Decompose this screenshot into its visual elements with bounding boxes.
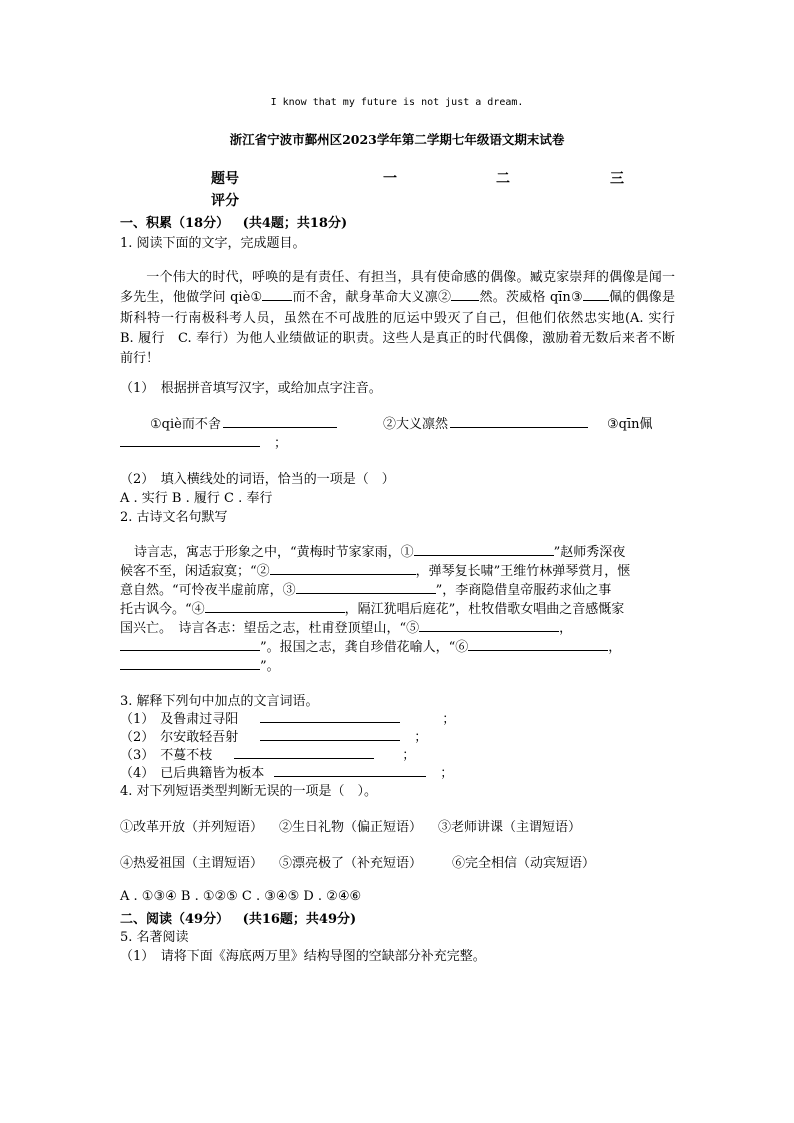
section-1-heading: 一、积累（18分） (共4题；共18分) bbox=[120, 216, 348, 231]
poem-blank-6a[interactable] bbox=[468, 638, 608, 651]
question-1-sub-1-stem: （1） 根据拼音填写汉字，或给加点字注音。 bbox=[120, 381, 382, 396]
answer-line-3-2[interactable] bbox=[260, 728, 400, 741]
answer-line-3-3[interactable] bbox=[234, 746, 374, 759]
answer-line-3-4[interactable] bbox=[274, 764, 426, 777]
question-2-line-5: 国兴亡。 诗言各志：望岳之志，杜甫登顶望山，“⑤ ， bbox=[120, 621, 573, 636]
question-4-stem: 4. 对下列短语类型判断无误的一项是（ ）。 bbox=[120, 784, 378, 799]
poem-blank-6b[interactable] bbox=[120, 657, 260, 670]
question-5-sub-1: （1） 请将下面《海底两万里》结构导图的空缺部分补充完整。 bbox=[120, 949, 486, 964]
answer-line-3-1[interactable] bbox=[260, 710, 400, 723]
blank-3[interactable] bbox=[583, 288, 609, 301]
poem-blank-2[interactable] bbox=[270, 562, 416, 575]
question-2-line-2: 候客不至，闲适寂寞；“② ，弹琴复长啸”王维竹林弹琴赏月，惬 bbox=[120, 564, 631, 579]
blank-2[interactable] bbox=[451, 288, 479, 301]
question-5-stem: 5. 名著阅读 bbox=[120, 930, 189, 945]
score-table-col-2: 二 bbox=[496, 171, 510, 187]
question-4-row-2: ④热爱祖国（主谓短语） ⑤漂亮极了（补充短语） ⑥完全相信（动宾短语） bbox=[120, 856, 596, 871]
question-1-sub-2-options: A . 实行 B . 履行 C . 奉行 bbox=[120, 491, 273, 506]
question-3-item-1: （1） 及鲁肃过寻阳 ； bbox=[120, 712, 456, 727]
question-2-line-4: 托古讽今。“④ ，隔江犹唱后庭花”，杜牧借歌女唱曲之音感慨家 bbox=[120, 602, 625, 617]
blank-1[interactable] bbox=[262, 288, 292, 301]
question-3-item-2: （2） 尔安敢轻吾射 ； bbox=[120, 730, 428, 745]
question-3-item-3: （3） 不蔓不枝 ； bbox=[120, 748, 416, 763]
question-4-row-1: ①改革开放（并列短语） ②生日礼物（偏正短语） ③老师讲课（主谓短语） bbox=[120, 820, 582, 835]
question-1-passage: 一个伟大的时代，呼唤的是有责任、有担当，具有使命感的偶像。臧克家崇拜的偶像是闻一多先生，他做学问 qiè① 而不舍，献身革命大义凛② 然。茨威格 qīn③ 佩的偶像是斯科特一行南极科考人员，虽然在不可战胜的厄运中毁灭了自己，但他们依然忠实地(A. 实行 B. 履行 C. 奉行）为他人业绩做证的职责。这些人是真正的时代偶像，激励着无数后来者不断前行！ bbox=[120, 270, 689, 367]
question-2-stem: 2. 古诗文名句默写 bbox=[120, 510, 228, 525]
score-table-row-label: 题号 bbox=[211, 171, 239, 187]
question-1-sub-1-item-b: ②大义凛然 bbox=[383, 413, 588, 432]
question-1-sub-1-item-a: ①qiè而不舍 bbox=[150, 413, 337, 432]
poem-blank-1[interactable] bbox=[414, 543, 554, 556]
question-3-stem: 3. 解释下列句中加点的文言词语。 bbox=[120, 694, 319, 709]
page-title: 浙江省宁波市鄞州区2023学年第二学期七年级语文期末试卷 bbox=[229, 132, 565, 147]
page-motto: I know that my future is not just a dream. bbox=[270, 97, 524, 108]
answer-line-1b[interactable] bbox=[450, 415, 588, 428]
section-2-heading: 二、阅读（49分） (共16题；共49分) bbox=[120, 912, 357, 927]
question-2-line-3: 意自然。“可怜夜半虚前席，③ ”，李商隐借皇帝服药求仙之事 bbox=[120, 583, 612, 598]
question-1-sub-1-line-c: ； bbox=[120, 432, 287, 451]
question-1-sub-1-item-c: ③qīn佩 bbox=[607, 417, 653, 432]
question-4-options: A . ①③④ B . ①②⑤ C . ③④⑤ D . ②④⑥ bbox=[120, 889, 362, 904]
poem-blank-5b[interactable] bbox=[120, 638, 260, 651]
poem-blank-3[interactable] bbox=[296, 581, 436, 594]
score-table-col-3: 三 bbox=[610, 171, 624, 187]
question-2-line-6: ”。报国之志，龚自珍借花喻人，“⑥ ， bbox=[120, 636, 621, 655]
question-1-stem: 1. 阅读下面的文字，完成题目。 bbox=[120, 236, 306, 251]
question-1-sub-2-stem: （2） 填入横线处的词语，恰当的一项是（ ） bbox=[120, 472, 395, 487]
question-3-item-4: （4） 已后典籍皆为板本 ； bbox=[120, 766, 454, 781]
question-2-line-7: ”。 bbox=[120, 655, 280, 674]
score-table-col-1: 一 bbox=[383, 171, 397, 187]
answer-line-1c[interactable] bbox=[120, 434, 260, 447]
answer-line-1a[interactable] bbox=[223, 415, 337, 428]
score-table-score-label: 评分 bbox=[211, 193, 239, 209]
poem-blank-5a[interactable] bbox=[419, 619, 559, 632]
poem-blank-4[interactable] bbox=[205, 600, 345, 613]
question-2-line-1: 诗言志，寓志于形象之中，“黄梅时节家家雨，① ”赵师秀深夜 bbox=[134, 545, 626, 560]
